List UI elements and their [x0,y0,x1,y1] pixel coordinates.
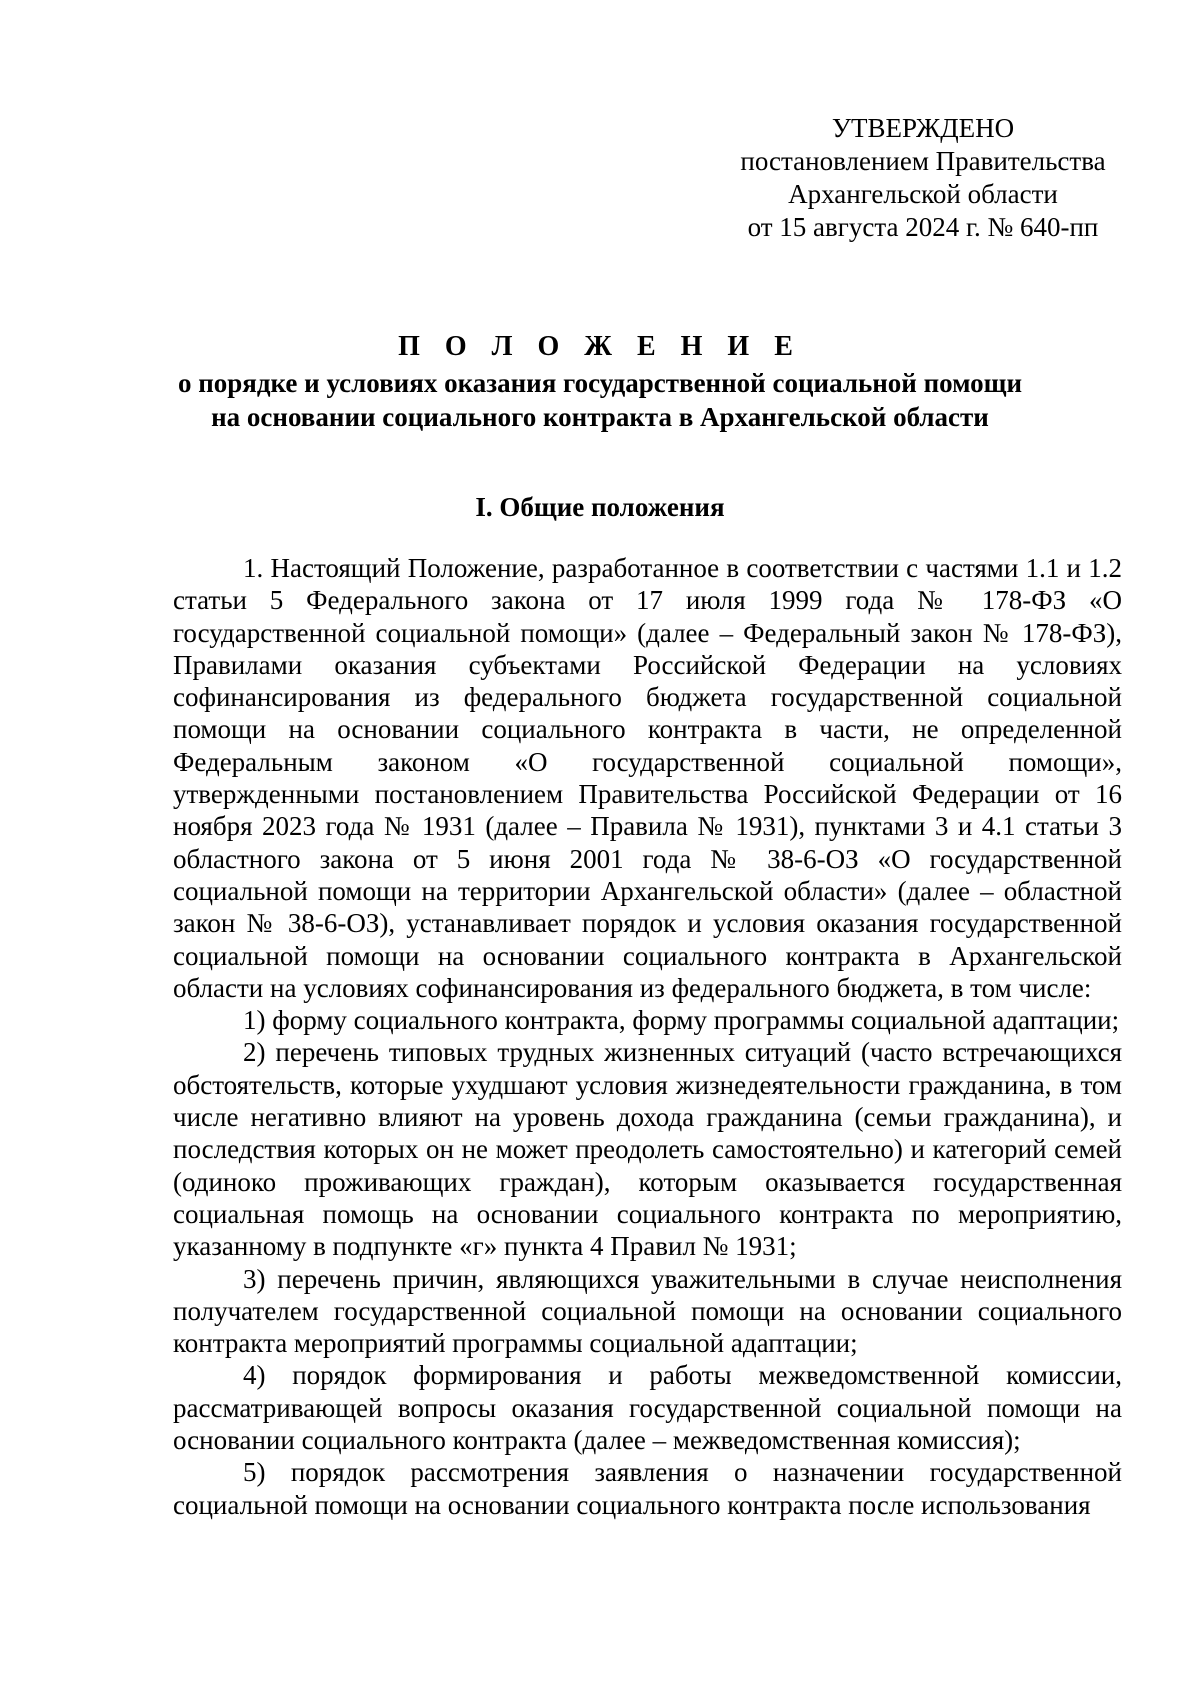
paragraph: 5) порядок рассмотрения заявления о назначении государственной социальной помощи на основании социального контракта после использования [173,1457,1122,1520]
approval-stamp-block [733,112,1113,244]
section-heading: I. Общие положения [475,492,725,522]
document-subtitle-line: на основании социального контракта в Архангельской области [211,402,989,432]
paragraph: 1) форму социального контракта, форму программы социальной адаптации; [243,1005,1120,1036]
document-title-block [0,330,1200,434]
section-body [173,552,1122,1521]
document-kind-title: П О Л О Ж Е Н И Е [398,331,802,362]
document-subtitle-line: о порядке и условиях оказания государственной социальной помощи [177,368,1023,398]
approval-line: постановлением Правительства [740,146,1106,176]
paragraph: 3) перечень причин, являющихся уважительными в случае неисполнения получателем государственной социальной помощи на основании социального контракта мероприятий программы социальной адаптации; [173,1263,1122,1359]
paragraph: 1. Настоящий Положение, разработанное в соответствии с частями 1.1 и 1.2 статьи 5 Федерального закона от 17 июля 1999 года № 178-ФЗ «О государственной социальной помощи» (далее – Федеральный закон № 178-ФЗ), Правилами оказания субъектами Российской Федерации на условиях софинансирования из федерального бюджета государственной социальной помощи на основании социального контракта в части, не определенной Федеральным законом «О государственной социальной помощи», утвержденными постановлением Правительства Российской Федерации от 16 ноября 2023 года № 1931 (далее – Правила № 1931), пунктами 3 и 4.1 статьи 3 областного закона от 5 июня 2001 года № 38-6-ОЗ «О государственной социальной помощи на территории Архангельской области» (далее – областной закон № 38-6-ОЗ), устанавливает порядок и условия оказания государственной социальной помощи на основании социального контракта в Архангельской области на условиях софинансирования из федерального бюджета, в том числе: [173,553,1122,1003]
approval-line: УТВЕРЖДЕНО [831,113,1015,143]
paragraph: 4) порядок формирования и работы межведомственной комиссии, рассматривающей вопросы оказания государственной социальной помощи на основании социального контракта (далее – межведомственная комиссия); [173,1360,1122,1456]
paragraph: 2) перечень типовых трудных жизненных ситуаций (часто встречающихся обстоятельств, которые ухудшают условия жизнедеятельности гражданина, в том числе негативно влияют на уровень дохода гражданина (семьи гражданина), и последствия которых он не может преодолеть самостоятельно) и категорий семей (одиноко проживающих граждан), которым оказывается государственная социальная помощь на основании социального контракта по мероприятию, указанному в подпункте «г» пункта 4 Правил № 1931; [173,1037,1122,1262]
approval-line: от 15 августа 2024 г. № 640-пп [747,212,1099,242]
approval-line: Архангельской области [788,179,1058,209]
